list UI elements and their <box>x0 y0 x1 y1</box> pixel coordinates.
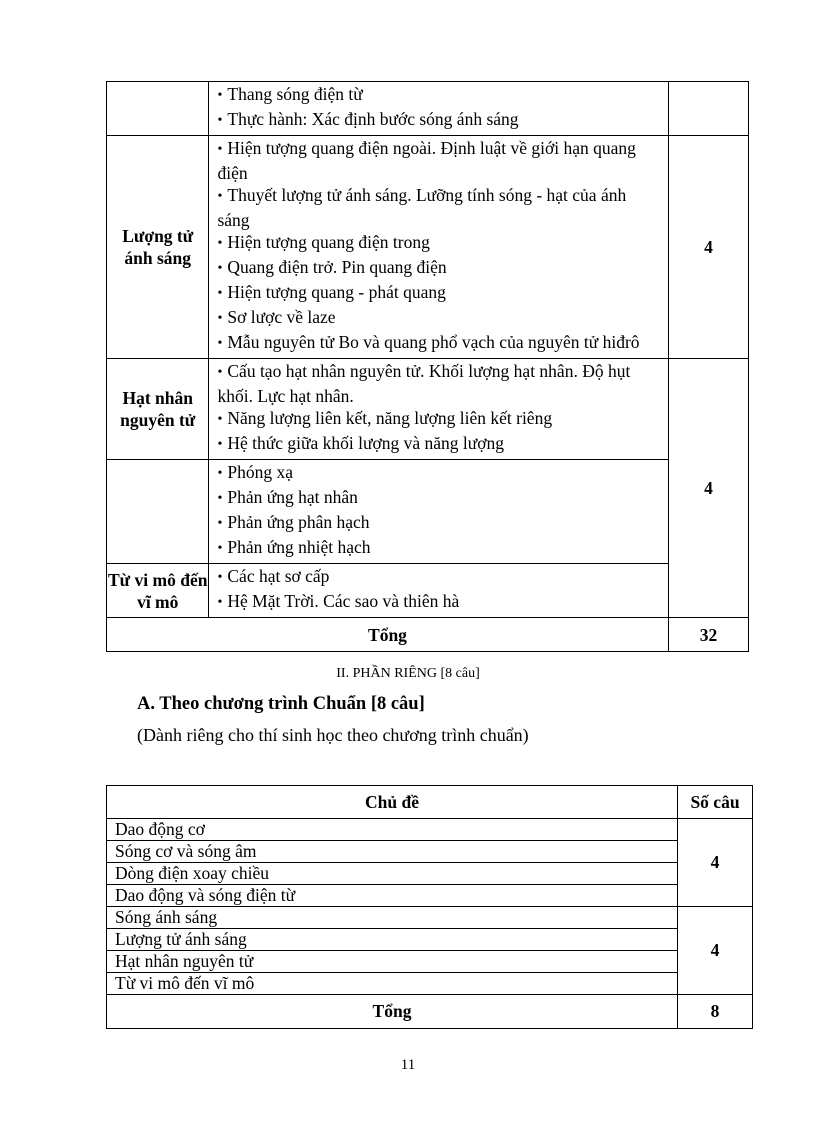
topic-item: Dòng điện xoay chiều <box>107 863 678 885</box>
list-item: • Phản ứng phân hạch <box>217 511 662 536</box>
list-item: • Hiện tượng quang - phát quang <box>217 281 662 306</box>
list-item: • Sơ lược về laze <box>217 306 662 331</box>
page-number: 11 <box>400 1057 416 1073</box>
list-item: • Thang sóng điện từ <box>217 83 662 108</box>
total-row <box>107 995 753 1029</box>
list-item: • Phản ứng hạt nhân <box>217 486 662 511</box>
content-cell <box>209 82 669 136</box>
list-item: • Phản ứng nhiệt hạch <box>217 536 662 561</box>
topic-cell: Lượng tử ánh sáng <box>107 136 209 359</box>
list-item: • Thực hành: Xác định bước sóng ánh sáng <box>217 108 662 133</box>
list-item: • Hệ thức giữa khối lượng và năng lượng <box>217 432 662 457</box>
topic-cell: Từ vi mô đến vĩ mô <box>107 564 209 618</box>
list-item: • Phóng xạ <box>217 461 662 486</box>
total-row <box>107 618 749 652</box>
table-row <box>107 136 749 359</box>
count-cell: 4 <box>678 819 753 907</box>
list-item: • Thuyết lượng tử ánh sáng. Lưỡng tính sóng - hạt của ánh sáng <box>217 184 662 231</box>
list-item: • Các hạt sơ cấp <box>217 565 662 590</box>
topic-cell <box>107 460 209 564</box>
topic-item: Dao động và sóng điện từ <box>107 885 678 907</box>
header-topic: Chủ đề <box>107 786 678 819</box>
list-item: • Mẫu nguyên tử Bo và quang phổ vạch của nguyên tử hiđrô <box>217 331 662 356</box>
table-row <box>107 951 753 973</box>
topic-item: Dao động cơ <box>107 819 678 841</box>
header-count: Số câu <box>678 786 753 819</box>
table-row <box>107 907 753 929</box>
table-row <box>107 819 753 841</box>
topic-item: Từ vi mô đến vĩ mô <box>107 973 678 995</box>
table-row <box>107 359 749 460</box>
list-item: • Cấu tạo hạt nhân nguyên tử. Khối lượng hạt nhân. Độ hụt khối. Lực hạt nhân. <box>217 360 662 407</box>
total-label: Tổng <box>107 995 678 1029</box>
topic-item: Sóng cơ và sóng âm <box>107 841 678 863</box>
topic-table-standard <box>106 785 753 1029</box>
list-item: • Hiện tượng quang điện ngoài. Định luật về giới hạn quang điện <box>217 137 662 184</box>
table-row <box>107 460 749 564</box>
count-cell: 4 <box>678 907 753 995</box>
table-row <box>107 82 749 136</box>
total-value: 8 <box>678 995 753 1029</box>
section-heading: II. PHẦN RIÊNG [8 câu] <box>336 666 480 681</box>
table-row <box>107 841 753 863</box>
topic-cell <box>107 82 209 136</box>
total-label: Tổng <box>107 618 669 652</box>
note-text: (Dành riêng cho thí sinh học theo chương trình chuẩn) <box>137 725 529 745</box>
topic-item: Lượng tử ánh sáng <box>107 929 678 951</box>
content-cell <box>209 460 669 564</box>
table-row <box>107 973 753 995</box>
header-row <box>107 786 753 819</box>
table-row <box>107 885 753 907</box>
count-cell: 4 <box>668 136 748 359</box>
topic-cell: Hạt nhân nguyên tử <box>107 359 209 460</box>
content-cell <box>209 564 669 618</box>
list-item: • Hiện tượng quang điện trong <box>217 231 662 256</box>
sub-heading: A. Theo chương trình Chuẩn [8 câu] <box>137 694 425 714</box>
table-row <box>107 863 753 885</box>
table-row <box>107 564 749 618</box>
total-value: 32 <box>668 618 748 652</box>
list-item: • Năng lượng liên kết, năng lượng liên kết riêng <box>217 407 662 432</box>
count-cell <box>668 82 748 136</box>
topic-table-general <box>106 81 749 652</box>
list-item: • Hệ Mặt Trời. Các sao và thiên hà <box>217 590 662 615</box>
topic-item: Sóng ánh sáng <box>107 907 678 929</box>
count-cell: 4 <box>668 359 748 618</box>
content-cell <box>209 136 669 359</box>
list-item: • Quang điện trở. Pin quang điện <box>217 256 662 281</box>
table-row <box>107 929 753 951</box>
content-cell <box>209 359 669 460</box>
topic-item: Hạt nhân nguyên tử <box>107 951 678 973</box>
